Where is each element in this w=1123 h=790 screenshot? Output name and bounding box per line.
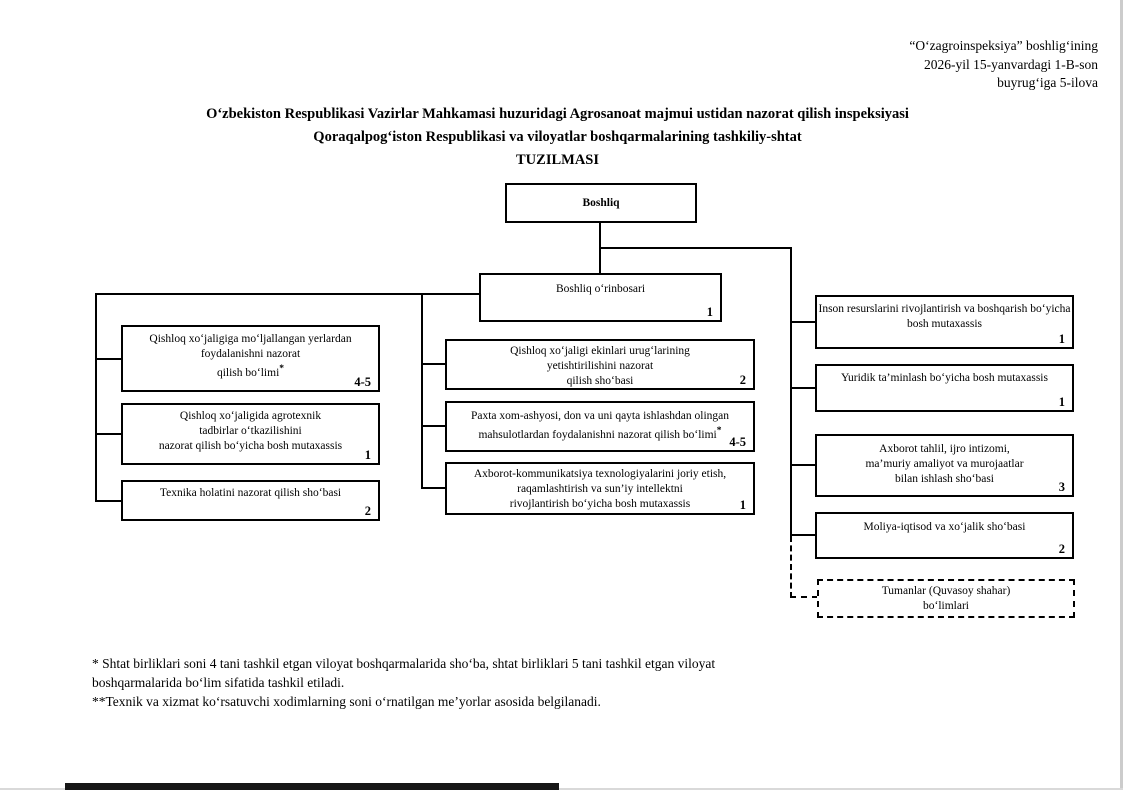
org-box-label: Qishloq xo‘jaligi ekinlari urug‘larining <box>510 345 690 357</box>
org-box-label: Axborot tahlil, ijro intizomi, <box>879 443 1010 455</box>
org-box-equipment-condition-sector <box>121 480 380 521</box>
staff-count: 2 <box>739 372 746 387</box>
org-box-label: Boshliq o‘rinbosari <box>555 283 646 295</box>
staff-count: 1 <box>739 497 746 512</box>
staff-count: 3 <box>1058 479 1065 494</box>
org-box-agrotechnical-specialist <box>121 403 380 465</box>
footnote-line-1: * Shtat birliklari soni 4 tani tashkil etgan viloyat boshqarmalarida sho‘ba, shtat birliklari 5 tani tashkil etgan viloyat <box>92 656 716 671</box>
connector-middle-spine <box>421 293 423 489</box>
org-box-cotton-grain-division <box>445 401 755 452</box>
org-box-label: qilish sho‘basi <box>566 374 634 387</box>
org-box-label: rivojlantirish bo‘yicha bosh mutaxassis <box>509 497 691 510</box>
connector-middle-stub-2 <box>421 425 446 427</box>
org-box-label <box>123 366 378 381</box>
connector-district-stub-dashed <box>790 596 818 598</box>
org-box-label: Inson resurslarini rivojlantirish va boshqarish bo‘yicha <box>818 303 1071 315</box>
bottom-dark-bar <box>65 783 559 790</box>
order-reference-line: buyrug‘iga 5-ilova <box>997 75 1098 91</box>
order-reference-line: 2026-yil 15-yanvardagi 1-B-son <box>924 56 1098 72</box>
org-box-seed-control-sector <box>445 339 755 390</box>
org-box-label: Tumanlar (Quvasoy shahar) <box>881 585 1011 597</box>
connector-right-spine <box>790 247 792 536</box>
connector-right-spine-dashed <box>790 536 792 598</box>
org-box-deputy <box>479 273 722 322</box>
org-box-chief <box>505 183 697 223</box>
connector-right-stub-1 <box>790 321 816 323</box>
title-line-3: TUZILMASI <box>516 152 599 169</box>
connector-right-stub-4 <box>790 534 816 536</box>
staff-count: 4-5 <box>354 374 371 389</box>
org-box-label: yetishtirilishini nazorat <box>546 359 654 372</box>
org-box-label-text: mahsulotlardan foydalanishni nazorat qilish bo‘limi <box>478 428 717 441</box>
org-box-information-analysis-sector <box>815 434 1074 497</box>
org-box-hr-specialist <box>815 295 1074 349</box>
footnote-line-3: **Texnik va xizmat ko‘rsatuvchi xodimlarning soni o‘rnatilgan me’yorlar asosida belgilanadi. <box>92 694 601 710</box>
order-reference <box>909 37 1098 93</box>
org-box-chief-label: Boshliq <box>582 197 620 209</box>
document-title <box>0 103 1115 173</box>
org-box-finance-economy-sector <box>815 512 1074 559</box>
staff-count: 2 <box>364 503 371 518</box>
footnote-marker: * <box>716 425 722 436</box>
org-box-label: Axborot-kommunikatsiya texnologiyalarini joriy etish, <box>473 468 727 480</box>
connector-middle-stub-1 <box>421 363 446 365</box>
connector-right-stub-2 <box>790 387 816 389</box>
connector-deputy-to-left <box>95 293 481 295</box>
org-box-label: Qishloq xo‘jaligida agrotexnik <box>179 410 322 422</box>
connector-left-stub-3 <box>95 500 122 502</box>
footnote-marker: * <box>279 364 285 375</box>
org-box-legal-specialist <box>815 364 1074 412</box>
org-box-land-use-division <box>121 325 380 392</box>
staff-count: 1 <box>364 447 371 462</box>
org-box-label: Qishloq xo‘jaligiga mo‘ljallangan yerlardan <box>149 333 352 345</box>
title-line-1: O‘zbekiston Respublikasi Vazirlar Mahkamasi huzuridagi Agrosanoat majmui ustidan nazorat qilish inspeksiyasi <box>206 106 909 122</box>
connector-root-to-right-spine <box>599 247 792 249</box>
staff-count: 1 <box>1058 394 1065 409</box>
staff-count: 1 <box>1058 331 1065 346</box>
title-line-2: Qoraqalpog‘iston Respublikasi va viloyatlar boshqarmalarining tashkiliy-shtat <box>313 129 802 146</box>
org-box-label: foydalanishni nazorat <box>200 347 301 360</box>
org-box-label: raqamlashtirish va sun’iy intellektni <box>517 482 683 495</box>
org-box-label-text: qilish bo‘limi <box>216 366 280 379</box>
connector-left-spine <box>95 293 97 502</box>
staff-count: 2 <box>1058 541 1065 556</box>
org-box-label: nazorat qilish bo‘yicha bosh mutaxassis <box>158 439 343 452</box>
footnote-line-2: boshqarmalarida bo‘lim sifatida tashkil etiladi. <box>92 675 345 691</box>
connector-left-stub-1 <box>95 358 122 360</box>
staff-count: 4-5 <box>729 434 746 449</box>
org-box-label: Moliya-iqtisod va xo‘jalik sho‘basi <box>863 521 1026 533</box>
org-box-label: Texnika holatini nazorat qilish sho‘basi <box>159 487 342 499</box>
org-box-label <box>447 426 753 445</box>
connector-middle-stub-3 <box>421 487 446 489</box>
footnotes <box>92 654 742 711</box>
order-reference-line: “O‘zagroinspeksiya” boshlig‘ining <box>909 38 1098 53</box>
org-box-district-divisions <box>817 579 1075 618</box>
org-box-label: bosh mutaxassis <box>906 317 983 330</box>
staff-count: 1 <box>706 304 713 319</box>
org-box-label: bilan ishlash sho‘basi <box>894 472 995 485</box>
org-box-label: ma’muriy amaliyot va murojaatlar <box>865 457 1024 470</box>
org-box-label: Yuridik ta’minlash bo‘yicha bosh mutaxassis <box>841 372 1048 384</box>
org-box-ict-specialist <box>445 462 755 515</box>
connector-left-stub-2 <box>95 433 122 435</box>
connector-right-stub-3 <box>790 464 816 466</box>
org-box-label: bo‘limlari <box>923 599 969 612</box>
org-box-label: Paxta xom-ashyosi, don va uni qayta ishlashdan olingan <box>470 410 730 422</box>
org-box-label: tadbirlar o‘tkazilishini <box>199 424 302 437</box>
